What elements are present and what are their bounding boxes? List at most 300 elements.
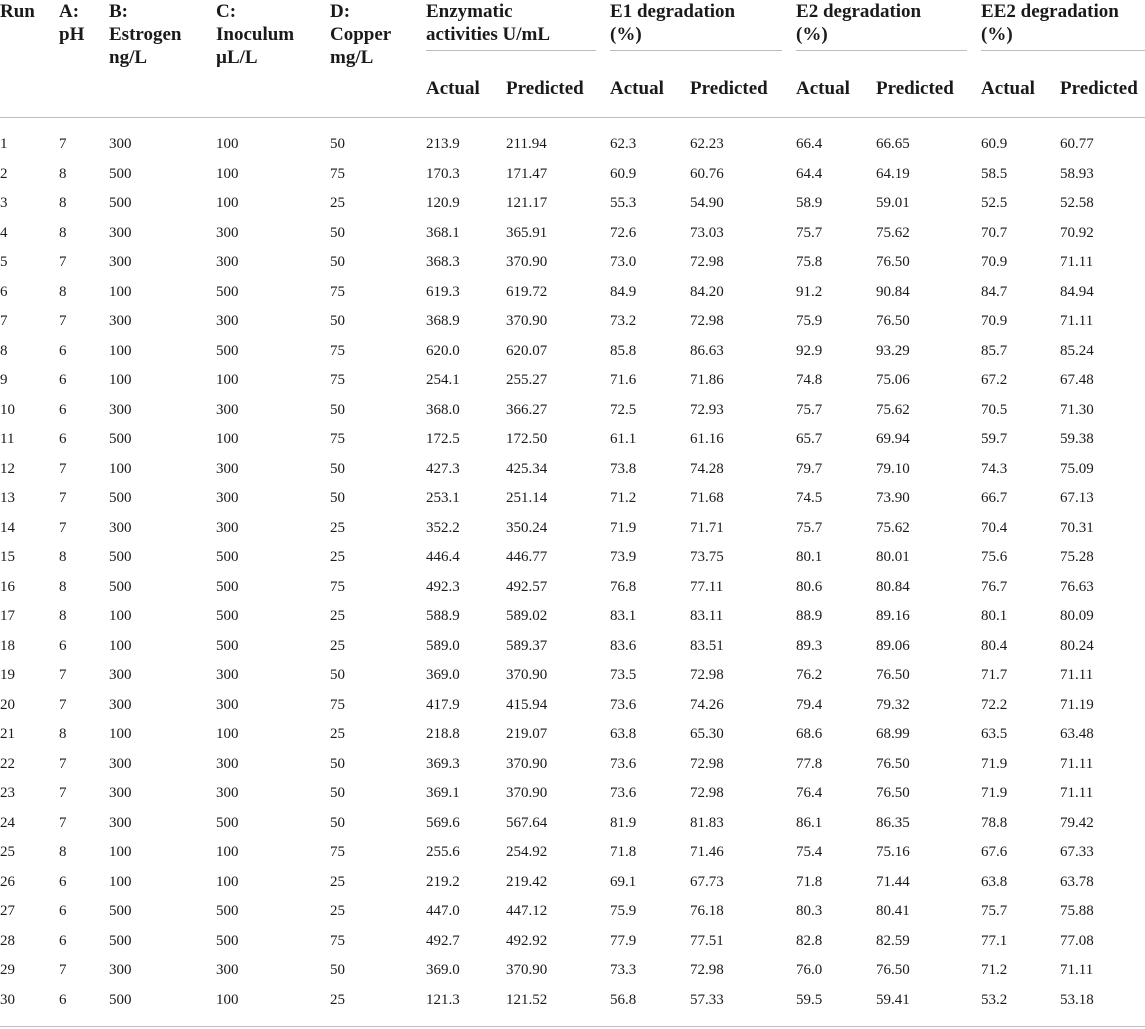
cell-ee2-actual: 75.6 [981,549,1008,566]
cell-run: 29 [0,962,15,979]
header-e2-actual: Actual [796,60,876,118]
cell-ee2-predicted: 79.42 [1060,814,1094,831]
cell-e1-actual: 73.5 [610,667,637,684]
cell-run: 6 [0,283,8,300]
cell-e1-actual: 76.8 [610,578,637,595]
cell-ee2-actual: 66.7 [981,490,1008,507]
cell-enz-predicted: 425.34 [506,460,548,477]
table-row [0,779,1145,809]
cell-run: 3 [0,195,8,212]
cell-enz-actual: 492.3 [426,578,460,595]
cell-ph: 8 [59,195,67,212]
cell-enz-actual: 588.9 [426,608,460,625]
cell-copper: 75 [330,431,345,448]
cell-enz-predicted: 370.90 [506,755,548,772]
cell-ee2-predicted: 70.92 [1060,224,1094,241]
cell-enz-actual: 589.0 [426,637,460,654]
cell-run: 26 [0,873,15,890]
cell-enz-actual: 369.3 [426,755,460,772]
cell-e2-predicted: 76.50 [876,254,910,271]
cell-inoculum: 500 [216,903,239,920]
cell-ee2-actual: 59.7 [981,431,1008,448]
cell-enz-actual: 218.8 [426,726,460,743]
table-row [0,396,1145,426]
cell-e2-actual: 58.9 [796,195,823,212]
cell-enz-predicted: 447.12 [506,903,548,920]
cell-estrogen: 300 [109,696,132,713]
cell-e1-predicted: 73.75 [690,549,724,566]
cell-enz-predicted: 370.90 [506,667,548,684]
cell-ee2-actual: 71.7 [981,667,1008,684]
cell-e1-predicted: 65.30 [690,726,724,743]
cell-copper: 25 [330,991,345,1008]
cell-e2-actual: 66.4 [796,136,823,153]
cell-ph: 7 [59,519,67,536]
cell-enz-predicted: 350.24 [506,519,548,536]
table-row [0,425,1145,455]
cell-ee2-actual: 63.8 [981,873,1008,890]
header-e2-group: E2 degradation (%) [796,0,981,60]
cell-e1-predicted: 76.18 [690,903,724,920]
cell-ee2-actual: 77.1 [981,932,1008,949]
cell-ee2-actual: 67.6 [981,844,1008,861]
cell-estrogen: 300 [109,755,132,772]
cell-enz-actual: 369.0 [426,962,460,979]
cell-ee2-predicted: 67.33 [1060,844,1094,861]
cell-ee2-predicted: 75.28 [1060,549,1094,566]
cell-run: 4 [0,224,8,241]
cell-enz-predicted: 121.17 [506,195,548,212]
cell-e1-predicted: 71.86 [690,372,724,389]
cell-e1-actual: 73.0 [610,254,637,271]
cell-copper: 25 [330,549,345,566]
cell-copper: 75 [330,372,345,389]
table-row [0,573,1145,603]
header-enzymatic-group: Enzymatic activities U/mL [426,0,610,60]
header-e1-predicted: Predicted [690,60,796,118]
cell-e2-predicted: 69.94 [876,431,910,448]
cell-enz-actual: 121.3 [426,991,460,1008]
cell-ee2-predicted: 71.11 [1060,962,1094,979]
cell-copper: 75 [330,342,345,359]
cell-ph: 6 [59,991,67,1008]
cell-copper: 75 [330,283,345,300]
cell-run: 8 [0,342,8,359]
cell-run: 17 [0,608,15,625]
cell-enz-predicted: 251.14 [506,490,548,507]
cell-e1-predicted: 72.93 [690,401,724,418]
cell-enz-predicted: 219.42 [506,873,548,890]
cell-inoculum: 500 [216,608,239,625]
cell-ee2-actual: 60.9 [981,136,1008,153]
cell-estrogen: 300 [109,313,132,330]
table-row [0,514,1145,544]
cell-estrogen: 100 [109,372,132,389]
cell-ph: 7 [59,490,67,507]
cell-ph: 6 [59,637,67,654]
cell-copper: 50 [330,490,345,507]
table-row [0,484,1145,514]
cell-e2-actual: 91.2 [796,283,823,300]
cell-ee2-actual: 80.1 [981,608,1008,625]
cell-ph: 6 [59,873,67,890]
cell-e1-actual: 73.2 [610,313,637,330]
cell-e1-actual: 56.8 [610,991,637,1008]
table-row [0,750,1145,780]
table-row [0,868,1145,898]
cell-ee2-actual: 78.8 [981,814,1008,831]
cell-e1-actual: 81.9 [610,814,637,831]
cell-e1-actual: 77.9 [610,932,637,949]
cell-e1-actual: 73.9 [610,549,637,566]
cell-e1-actual: 71.6 [610,372,637,389]
cell-enz-predicted: 255.27 [506,372,548,389]
cell-estrogen: 100 [109,608,132,625]
table-row [0,897,1145,927]
cell-e1-predicted: 86.63 [690,342,724,359]
cell-e2-predicted: 75.62 [876,519,910,536]
cell-run: 10 [0,401,15,418]
table-row [0,927,1145,957]
cell-e2-predicted: 86.35 [876,814,910,831]
cell-ee2-actual: 70.9 [981,313,1008,330]
table-row [0,160,1145,190]
cell-e2-predicted: 75.62 [876,224,910,241]
cell-inoculum: 100 [216,372,239,389]
cell-ee2-predicted: 71.19 [1060,696,1094,713]
cell-enz-predicted: 172.50 [506,431,548,448]
cell-ee2-actual: 58.5 [981,165,1008,182]
cell-e2-predicted: 75.16 [876,844,910,861]
cell-enz-predicted: 589.37 [506,637,548,654]
cell-ee2-actual: 70.7 [981,224,1008,241]
cell-inoculum: 300 [216,785,239,802]
cell-inoculum: 100 [216,844,239,861]
cell-run: 20 [0,696,15,713]
cell-run: 18 [0,637,15,654]
cell-inoculum: 300 [216,696,239,713]
cell-e1-predicted: 83.11 [690,608,724,625]
cell-ee2-actual: 67.2 [981,372,1008,389]
cell-estrogen: 500 [109,431,132,448]
cell-enz-predicted: 219.07 [506,726,548,743]
cell-ee2-actual: 84.7 [981,283,1008,300]
cell-ee2-actual: 74.3 [981,460,1008,477]
cell-copper: 25 [330,637,345,654]
cell-e2-predicted: 76.50 [876,313,910,330]
cell-e1-predicted: 71.46 [690,844,724,861]
cell-run: 21 [0,726,15,743]
cell-e1-actual: 62.3 [610,136,637,153]
cell-run: 30 [0,991,15,1008]
table-row [0,366,1145,396]
cell-copper: 25 [330,519,345,536]
cell-copper: 50 [330,667,345,684]
cell-e1-actual: 55.3 [610,195,637,212]
cell-estrogen: 300 [109,785,132,802]
cell-enz-actual: 569.6 [426,814,460,831]
cell-ee2-actual: 63.5 [981,726,1008,743]
cell-e2-predicted: 68.99 [876,726,910,743]
cell-enz-predicted: 415.94 [506,696,548,713]
cell-ph: 8 [59,608,67,625]
cell-e2-actual: 65.7 [796,431,823,448]
cell-ee2-actual: 53.2 [981,991,1008,1008]
cell-ee2-actual: 70.9 [981,254,1008,271]
cell-ee2-predicted: 84.94 [1060,283,1094,300]
cell-copper: 50 [330,313,345,330]
cell-inoculum: 300 [216,401,239,418]
group-divider [426,50,596,51]
cell-enz-actual: 368.9 [426,313,460,330]
cell-enz-predicted: 370.90 [506,785,548,802]
cell-copper: 25 [330,195,345,212]
cell-ph: 6 [59,903,67,920]
cell-ph: 8 [59,283,67,300]
spacer-row [0,118,1145,131]
cell-inoculum: 100 [216,873,239,890]
cell-ee2-predicted: 53.18 [1060,991,1094,1008]
cell-ee2-predicted: 76.63 [1060,578,1094,595]
cell-e2-actual: 77.8 [796,755,823,772]
header-enz-predicted: Predicted [506,60,610,118]
cell-copper: 25 [330,726,345,743]
cell-run: 28 [0,932,15,949]
cell-inoculum: 100 [216,991,239,1008]
cell-ee2-predicted: 59.38 [1060,431,1094,448]
cell-enz-predicted: 620.07 [506,342,548,359]
cell-enz-predicted: 211.94 [506,136,547,153]
cell-enz-actual: 219.2 [426,873,460,890]
header-e1-group: E1 degradation (%) [610,0,796,60]
cell-e2-predicted: 59.01 [876,195,910,212]
cell-e2-actual: 76.4 [796,785,823,802]
cell-copper: 50 [330,254,345,271]
cell-ee2-actual: 85.7 [981,342,1008,359]
cell-inoculum: 300 [216,313,239,330]
cell-ph: 6 [59,401,67,418]
cell-e2-actual: 75.7 [796,224,823,241]
cell-e1-actual: 61.1 [610,431,637,448]
cell-enz-actual: 620.0 [426,342,460,359]
cell-e2-actual: 75.7 [796,401,823,418]
cell-e1-predicted: 54.90 [690,195,724,212]
cell-enz-actual: 427.3 [426,460,460,477]
cell-enz-actual: 170.3 [426,165,460,182]
cell-inoculum: 300 [216,962,239,979]
cell-inoculum: 500 [216,578,239,595]
cell-estrogen: 300 [109,224,132,241]
cell-ph: 8 [59,578,67,595]
cell-e2-predicted: 71.44 [876,873,910,890]
cell-ph: 7 [59,460,67,477]
cell-estrogen: 500 [109,578,132,595]
cell-e2-actual: 75.7 [796,519,823,536]
cell-estrogen: 500 [109,165,132,182]
cell-e1-predicted: 71.68 [690,490,724,507]
cell-estrogen: 100 [109,460,132,477]
header-ph: A: pH [59,0,109,118]
cell-copper: 25 [330,608,345,625]
cell-e1-actual: 72.5 [610,401,637,418]
group-divider [981,50,1145,51]
cell-enz-predicted: 370.90 [506,313,548,330]
cell-ee2-actual: 71.9 [981,785,1008,802]
cell-run: 22 [0,755,15,772]
cell-e1-predicted: 84.20 [690,283,724,300]
cell-inoculum: 300 [216,490,239,507]
cell-run: 23 [0,785,15,802]
cell-e2-predicted: 80.84 [876,578,910,595]
cell-e2-predicted: 66.65 [876,136,910,153]
cell-e1-predicted: 81.83 [690,814,724,831]
cell-ee2-actual: 75.7 [981,903,1008,920]
table-row [0,189,1145,219]
cell-enz-predicted: 254.92 [506,844,548,861]
cell-e2-predicted: 73.90 [876,490,910,507]
cell-e2-predicted: 76.50 [876,667,910,684]
cell-inoculum: 300 [216,254,239,271]
cell-ee2-actual: 52.5 [981,195,1008,212]
cell-e1-actual: 84.9 [610,283,637,300]
cell-copper: 50 [330,755,345,772]
cell-inoculum: 300 [216,224,239,241]
header-inoculum: C: Inoculum µL/L [216,0,330,118]
cell-e2-actual: 76.2 [796,667,823,684]
cell-enz-predicted: 121.52 [506,991,548,1008]
cell-estrogen: 300 [109,136,132,153]
cell-ee2-predicted: 71.30 [1060,401,1094,418]
cell-ee2-predicted: 77.08 [1060,932,1094,949]
cell-run: 27 [0,903,15,920]
cell-enz-actual: 446.4 [426,549,460,566]
cell-inoculum: 100 [216,195,239,212]
cell-e2-predicted: 64.19 [876,165,910,182]
header-estrogen: B: Estrogen ng/L [109,0,216,118]
cell-enz-actual: 369.1 [426,785,460,802]
header-ee2-group: EE2 degradation (%) [981,0,1145,60]
cell-e1-predicted: 74.28 [690,460,724,477]
table-bottom-rule [0,1026,1145,1027]
cell-run: 1 [0,136,8,153]
table-row [0,986,1145,1016]
group-divider [796,50,967,51]
cell-ee2-predicted: 71.11 [1060,667,1094,684]
cell-e1-actual: 60.9 [610,165,637,182]
table-row [0,720,1145,750]
cell-e2-predicted: 79.32 [876,696,910,713]
cell-ee2-predicted: 75.88 [1060,903,1094,920]
table-row [0,307,1145,337]
cell-enz-predicted: 366.27 [506,401,548,418]
cell-ph: 7 [59,962,67,979]
cell-estrogen: 500 [109,932,132,949]
cell-run: 11 [0,431,15,448]
cell-enz-actual: 352.2 [426,519,460,536]
cell-copper: 75 [330,844,345,861]
cell-e2-actual: 80.6 [796,578,823,595]
cell-copper: 25 [330,903,345,920]
cell-inoculum: 100 [216,726,239,743]
cell-e1-actual: 85.8 [610,342,637,359]
cell-ee2-actual: 70.4 [981,519,1008,536]
cell-e1-actual: 69.1 [610,873,637,890]
cell-ee2-actual: 72.2 [981,696,1008,713]
cell-ee2-predicted: 70.31 [1060,519,1094,536]
table-row [0,248,1145,278]
cell-copper: 75 [330,578,345,595]
cell-ee2-predicted: 71.11 [1060,755,1094,772]
cell-e2-actual: 75.8 [796,254,823,271]
cell-e1-actual: 71.2 [610,490,637,507]
cell-e2-actual: 59.5 [796,991,823,1008]
cell-e1-actual: 75.9 [610,903,637,920]
cell-ph: 7 [59,313,67,330]
cell-e1-predicted: 74.26 [690,696,724,713]
cell-ph: 6 [59,932,67,949]
cell-inoculum: 300 [216,755,239,772]
cell-e2-predicted: 59.41 [876,991,910,1008]
cell-e1-actual: 71.9 [610,519,637,536]
cell-inoculum: 500 [216,342,239,359]
cell-estrogen: 100 [109,873,132,890]
cell-ph: 8 [59,726,67,743]
cell-inoculum: 300 [216,519,239,536]
cell-ph: 6 [59,372,67,389]
table-row [0,130,1145,160]
cell-enz-actual: 447.0 [426,903,460,920]
cell-enz-actual: 619.3 [426,283,460,300]
cell-e2-actual: 64.4 [796,165,823,182]
table-body [0,118,1145,1016]
header-run: Run [0,0,59,118]
cell-ee2-actual: 71.9 [981,755,1008,772]
cell-inoculum: 500 [216,814,239,831]
table-row [0,632,1145,662]
cell-enz-predicted: 171.47 [506,165,548,182]
cell-run: 14 [0,519,15,536]
cell-estrogen: 300 [109,401,132,418]
cell-e2-actual: 74.8 [796,372,823,389]
cell-ee2-predicted: 67.48 [1060,372,1094,389]
cell-e1-actual: 71.8 [610,844,637,861]
cell-copper: 75 [330,696,345,713]
cell-e1-predicted: 72.98 [690,785,724,802]
cell-enz-actual: 368.0 [426,401,460,418]
cell-enz-predicted: 492.92 [506,932,548,949]
cell-e2-actual: 82.8 [796,932,823,949]
cell-e2-predicted: 75.06 [876,372,910,389]
cell-inoculum: 500 [216,932,239,949]
cell-estrogen: 300 [109,814,132,831]
cell-estrogen: 300 [109,519,132,536]
cell-ph: 7 [59,814,67,831]
cell-ee2-predicted: 60.77 [1060,136,1094,153]
cell-enz-actual: 172.5 [426,431,460,448]
cell-ee2-predicted: 63.78 [1060,873,1094,890]
cell-e2-actual: 75.4 [796,844,823,861]
cell-e1-predicted: 67.73 [690,873,724,890]
cell-e1-predicted: 72.98 [690,254,724,271]
cell-e2-actual: 79.7 [796,460,823,477]
cell-e2-predicted: 93.29 [876,342,910,359]
table-row [0,691,1145,721]
cell-e2-predicted: 76.50 [876,755,910,772]
cell-e1-predicted: 57.33 [690,991,724,1008]
cell-run: 5 [0,254,8,271]
cell-copper: 50 [330,136,345,153]
cell-ph: 8 [59,224,67,241]
